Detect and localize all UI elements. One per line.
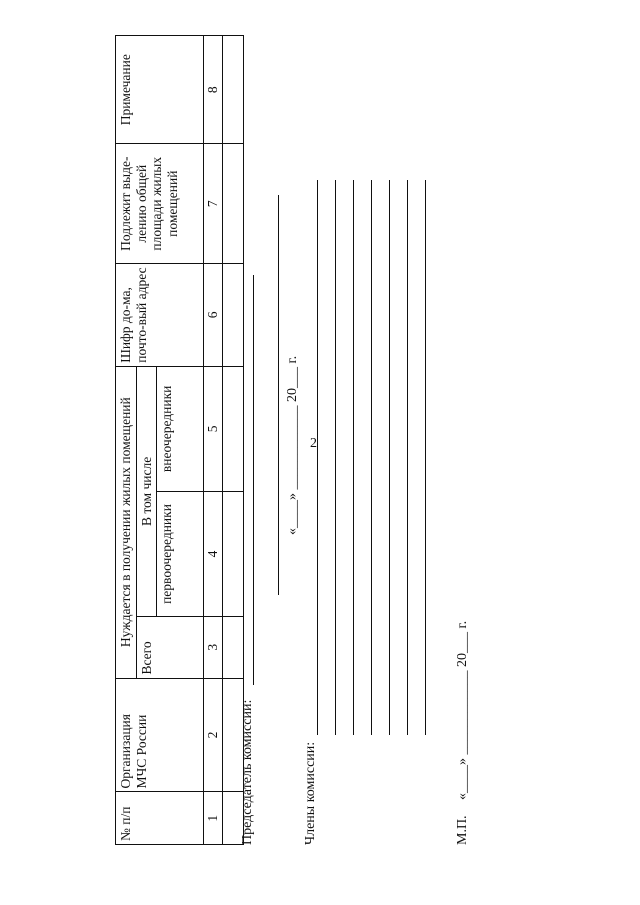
table-header-row bbox=[116, 36, 137, 845]
column-number: 6 bbox=[204, 263, 223, 366]
column-number: 3 bbox=[204, 617, 223, 678]
header-num: № п/п bbox=[116, 792, 204, 845]
rotated-form bbox=[115, 35, 475, 845]
header-building-code: Шифр до-ма, почто-вый адрес bbox=[116, 263, 204, 366]
chairman-signature-line bbox=[253, 275, 254, 685]
table-cell bbox=[223, 263, 244, 366]
member-signature-line bbox=[389, 180, 390, 735]
table-cell bbox=[223, 617, 244, 678]
member-signature-line bbox=[425, 180, 426, 735]
chairman-date: «____» ____________ 20___ г. bbox=[285, 355, 300, 535]
member-signature-line bbox=[335, 180, 336, 735]
column-number: 4 bbox=[204, 491, 223, 616]
member-signature-line bbox=[371, 180, 372, 735]
column-number: 7 bbox=[204, 144, 223, 264]
header-out-of-turn: внеочередники bbox=[157, 366, 204, 491]
table-cell bbox=[223, 366, 244, 491]
stamp-label: М.П. bbox=[455, 815, 470, 845]
table-cell bbox=[223, 491, 244, 616]
header-note: Примечание bbox=[116, 36, 204, 144]
header-area-allotment: Подлежит выде-лению общей площади жилых помещений bbox=[116, 144, 204, 264]
column-number: 5 bbox=[204, 366, 223, 491]
header-in-that-number: В том числе bbox=[136, 366, 157, 616]
header-organization: Организация МЧС России bbox=[116, 678, 204, 792]
housing-needs-table bbox=[115, 35, 244, 845]
members-label: Члены комиссии: bbox=[303, 741, 318, 845]
final-date: «____» ____________ 20___ г. bbox=[455, 620, 470, 800]
chairman-label: Председатель комиссии: bbox=[240, 699, 255, 845]
chairman-date-line bbox=[278, 195, 279, 595]
column-numbers-row bbox=[204, 36, 223, 845]
column-number: 1 bbox=[204, 792, 223, 845]
table-cell bbox=[223, 36, 244, 144]
column-number: 2 bbox=[204, 678, 223, 792]
member-signature-line bbox=[407, 180, 408, 735]
table-cell bbox=[223, 144, 244, 264]
page-number: 2 bbox=[310, 436, 317, 451]
header-total: Всего bbox=[136, 617, 204, 678]
member-signature-line bbox=[317, 180, 318, 735]
member-signature-line bbox=[353, 180, 354, 735]
header-needs-housing: Нуждается в получении жилых помещений bbox=[116, 366, 137, 678]
header-priority: первоочередники bbox=[157, 491, 204, 616]
column-number: 8 bbox=[204, 36, 223, 144]
